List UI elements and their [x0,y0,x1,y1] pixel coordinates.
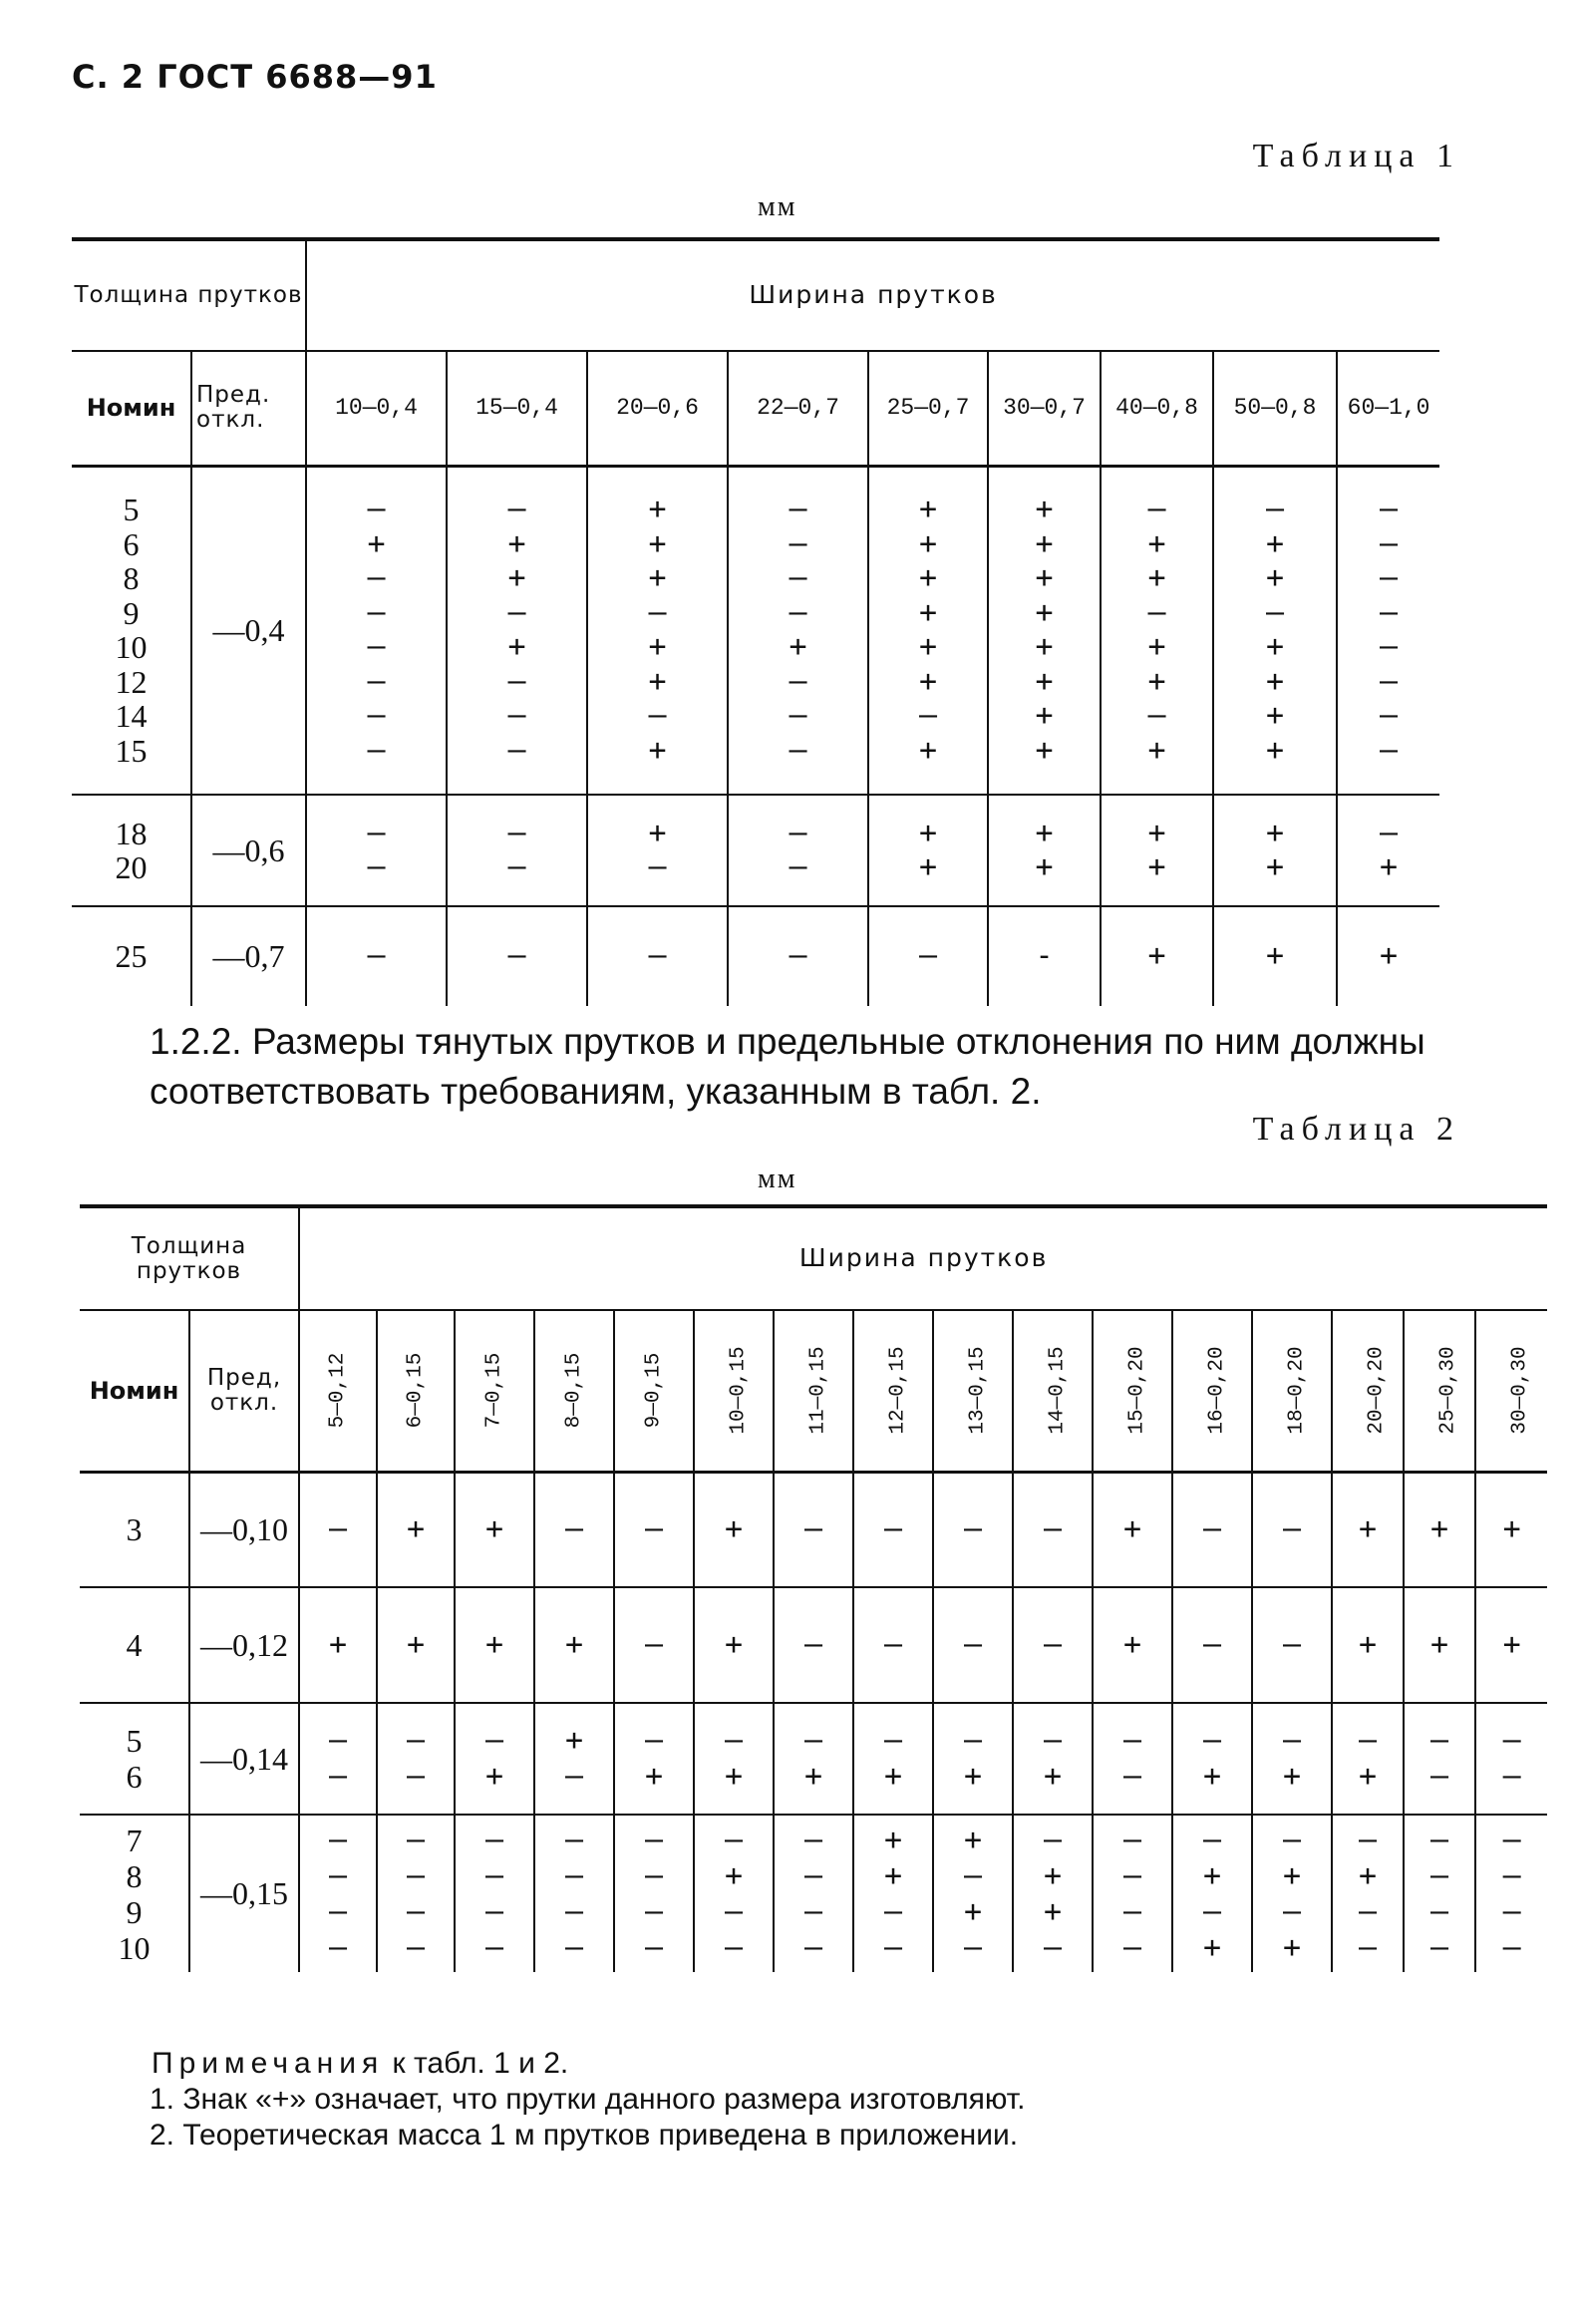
dev-header: Пред, откл. [189,1310,299,1472]
availability-cell: — — — — + — — — [728,466,868,795]
width-col-label: 13—0,15 [966,1346,990,1435]
availability-cell: + — [587,795,728,906]
availability-cell: — [1013,1587,1093,1703]
availability-cell: — — — — [534,1815,614,1972]
availability-cell: + [1213,906,1337,1006]
availability-cell: + [1475,1587,1547,1703]
availability-cell: — — — — [377,1815,455,1972]
width-col-label: 9—0,15 [642,1352,666,1429]
notes-title: Примечания [152,2047,385,2080]
availability-cell: — [447,906,587,1006]
availability-cell: + [1337,906,1439,1006]
availability-cell: — + [614,1703,694,1815]
deviation: —0,6 [191,795,306,906]
availability-cell: — + + — + — — — [447,466,587,795]
width-col-header: 30—0,7 [988,351,1101,466]
availability-cell: — + [1332,1703,1404,1815]
availability-cell: — + [1172,1703,1252,1815]
availability-cell: + [1404,1587,1475,1703]
availability-cell: — + — — [694,1815,774,1972]
availability-cell: — + [1337,795,1439,906]
table-row [72,795,1439,906]
availability-cell: — [933,1472,1013,1587]
availability-cell: — + [455,1703,534,1815]
nom-header: Номин [80,1310,189,1472]
width-col-header [1013,1310,1093,1472]
thickness-header [80,1206,299,1310]
width-col-label: 7—0,15 [482,1352,506,1429]
availability-cell: + [534,1587,614,1703]
availability-cell: + [1332,1472,1404,1587]
availability-cell: — — — — [455,1815,534,1972]
availability-cell: + [1093,1587,1172,1703]
availability-cell: + — [534,1703,614,1815]
availability-cell: — — [728,795,868,906]
availability-cell: — + [853,1703,933,1815]
nominal-thickness: 25 [115,938,148,975]
availability-cell: — — [1404,1703,1475,1815]
availability-cell: — — [306,795,447,906]
width-label: Ширина прутков [798,1243,1049,1272]
thickness-label: Толщина прутков [131,1232,247,1284]
availability-cell: — [587,906,728,1006]
availability-cell: — [1252,1472,1332,1587]
deviation: —0,12 [189,1587,299,1703]
thickness-header [72,239,306,351]
deviation: —0,10 [189,1472,299,1587]
width-label: Ширина прутков [749,280,998,309]
table-row [80,1472,1547,1587]
width-header [306,239,1439,351]
width-col-header [455,1310,534,1472]
availability-cell: — + — + [1172,1815,1252,1972]
availability-cell: + + — — [853,1815,933,1972]
nominal-thickness: 5 6 8 9 10 12 14 15 [72,466,191,795]
table-row [80,1703,1547,1815]
notes-title-suffix: к табл. 1 и 2. [384,2047,569,2080]
width-col-header: 15—0,4 [447,351,587,466]
page-header: С. 2 ГОСТ 6688—91 [72,58,438,96]
width-col-label: 18—0,20 [1285,1346,1309,1435]
note-1: 1. Знак «+» означает, что прутки данного размера изготовляют. [150,2083,1026,2116]
availability-cell: — + [774,1703,853,1815]
availability-cell: — [868,906,988,1006]
table-row [72,466,1439,795]
availability-cell: — [1252,1587,1332,1703]
nominal-thickness: 3 [80,1472,189,1587]
availability-cell: — — [1475,1703,1547,1815]
table1-caption: Таблица 1 [1252,138,1460,174]
availability-cell: + + + + + + — + [868,466,988,795]
nominal-thickness: 5 6 [80,1703,189,1815]
table2-caption: Таблица 2 [1252,1111,1460,1148]
width-col-header [1172,1310,1252,1472]
dev-header: Пред. откл. [191,351,306,466]
width-col-header [774,1310,853,1472]
availability-cell: — [1172,1472,1252,1587]
availability-cell: — — — — [774,1815,853,1972]
availability-cell: + [455,1472,534,1587]
availability-cell: — — [447,795,587,906]
width-col-header [1475,1310,1547,1472]
availability-cell: + — + — [933,1815,1013,1972]
availability-cell: — [728,906,868,1006]
width-col-header: 40—0,8 [1101,351,1213,466]
availability-cell: — [853,1472,933,1587]
availability-cell: — [933,1587,1013,1703]
availability-cell: — + + — [1013,1815,1093,1972]
availability-cell: + + + + + + + + [988,466,1101,795]
availability-cell: — [534,1472,614,1587]
width-col-label: 8—0,15 [562,1352,586,1429]
availability-cell: — — [299,1703,377,1815]
availability-cell: — [853,1587,933,1703]
availability-cell: + [377,1472,455,1587]
availability-cell: — + [1252,1703,1332,1815]
nom-header: Номин [72,351,191,466]
width-header [299,1206,1547,1310]
availability-cell: — — [1093,1703,1172,1815]
width-col-label: 6—0,15 [404,1352,428,1429]
width-col-label: 14—0,15 [1046,1346,1070,1435]
availability-cell: — + — + [1252,1815,1332,1972]
width-col-header: 20—0,6 [587,351,728,466]
availability-cell: — + — — [1332,1815,1404,1972]
availability-cell: - [988,906,1101,1006]
availability-cell: + [694,1587,774,1703]
paragraph-1-2-2: 1.2.2. Размеры тянутых прутков и предельные отклонения по ним должны соответствовать требованиям, указанным в табл. 2. [150,1021,1425,1112]
width-col-label: 12—0,15 [886,1346,910,1435]
availability-cell: — [774,1587,853,1703]
table1-unit: мм [758,191,797,222]
width-col-label: 30—0,30 [1508,1346,1532,1435]
availability-cell: + [455,1587,534,1703]
width-col-label: 11—0,15 [806,1346,830,1435]
width-col-label: 20—0,20 [1365,1346,1389,1435]
availability-cell: — [306,906,447,1006]
availability-cell: — + + — + + + + [1213,466,1337,795]
availability-cell: + + [988,795,1101,906]
availability-cell: — + [694,1703,774,1815]
width-col-label: 16—0,20 [1205,1346,1229,1435]
availability-cell: + + [1101,795,1213,906]
table1 [72,237,1439,1006]
availability-cell: + [1332,1587,1404,1703]
width-col-header [1404,1310,1475,1472]
deviation: —0,15 [189,1815,299,1972]
availability-cell: + [1101,906,1213,1006]
note-2: 2. Теоретическая масса 1 м прутков приведена в приложении. [150,2119,1019,2152]
width-col-label: 5—0,12 [326,1352,350,1429]
availability-cell: — + [933,1703,1013,1815]
width-col-header [614,1310,694,1472]
width-col-header [933,1310,1013,1472]
availability-cell: — [299,1472,377,1587]
table-row [80,1815,1547,1972]
availability-cell: + [694,1472,774,1587]
availability-cell: — + [1013,1703,1093,1815]
width-col-header: 60—1,0 [1337,351,1439,466]
table2 [80,1204,1547,1972]
availability-cell: — [774,1472,853,1587]
availability-cell: — — — — [1093,1815,1172,1972]
availability-cell: — — [377,1703,455,1815]
deviation: —0,4 [191,466,306,795]
availability-cell: + [1475,1472,1547,1587]
availability-cell: — + — — — — — — [306,466,447,795]
notes [152,2046,1025,2154]
availability-cell: — [1013,1472,1093,1587]
availability-cell: — [614,1587,694,1703]
nominal-thickness: 18 20 [72,795,191,906]
availability-cell: — — — — [614,1815,694,1972]
width-col-header: 25—0,7 [868,351,988,466]
width-col-header: 50—0,8 [1213,351,1337,466]
width-col-label: 10—0,15 [727,1346,751,1435]
width-col-header [299,1310,377,1472]
availability-cell: — — — — [1404,1815,1475,1972]
nominal-thickness: 4 [80,1587,189,1703]
width-col-header [853,1310,933,1472]
availability-cell: — [614,1472,694,1587]
width-col-header [1252,1310,1332,1472]
table-row [80,1587,1547,1703]
availability-cell: + [1093,1472,1172,1587]
width-col-label: 15—0,20 [1125,1346,1149,1435]
thickness-label: Толщина прутков [74,282,303,308]
availability-cell: + [377,1587,455,1703]
availability-cell: + + + — + + — + [587,466,728,795]
availability-cell: — — — — [299,1815,377,1972]
nominal-thickness: 7 8 9 10 [118,1822,151,1966]
width-col-header [1332,1310,1404,1472]
table2-unit: мм [758,1163,797,1194]
availability-cell: — — — — — — — — [1337,466,1439,795]
width-col-header [534,1310,614,1472]
availability-cell: + [1404,1472,1475,1587]
availability-cell: — [1172,1587,1252,1703]
width-col-header [694,1310,774,1472]
availability-cell: — — — — [1475,1815,1547,1972]
width-col-label: 25—0,30 [1436,1346,1460,1435]
availability-cell: + [299,1587,377,1703]
availability-cell: + + [1213,795,1337,906]
availability-cell: + + [868,795,988,906]
width-col-header: 22—0,7 [728,351,868,466]
table-row [72,906,1439,1006]
notes-title-line [152,2046,1025,2082]
deviation: —0,14 [189,1703,299,1815]
width-col-header [377,1310,455,1472]
width-col-header: 10—0,4 [306,351,447,466]
deviation: —0,7 [191,906,306,1006]
width-col-header [1093,1310,1172,1472]
availability-cell: — + + — + + — + [1101,466,1213,795]
